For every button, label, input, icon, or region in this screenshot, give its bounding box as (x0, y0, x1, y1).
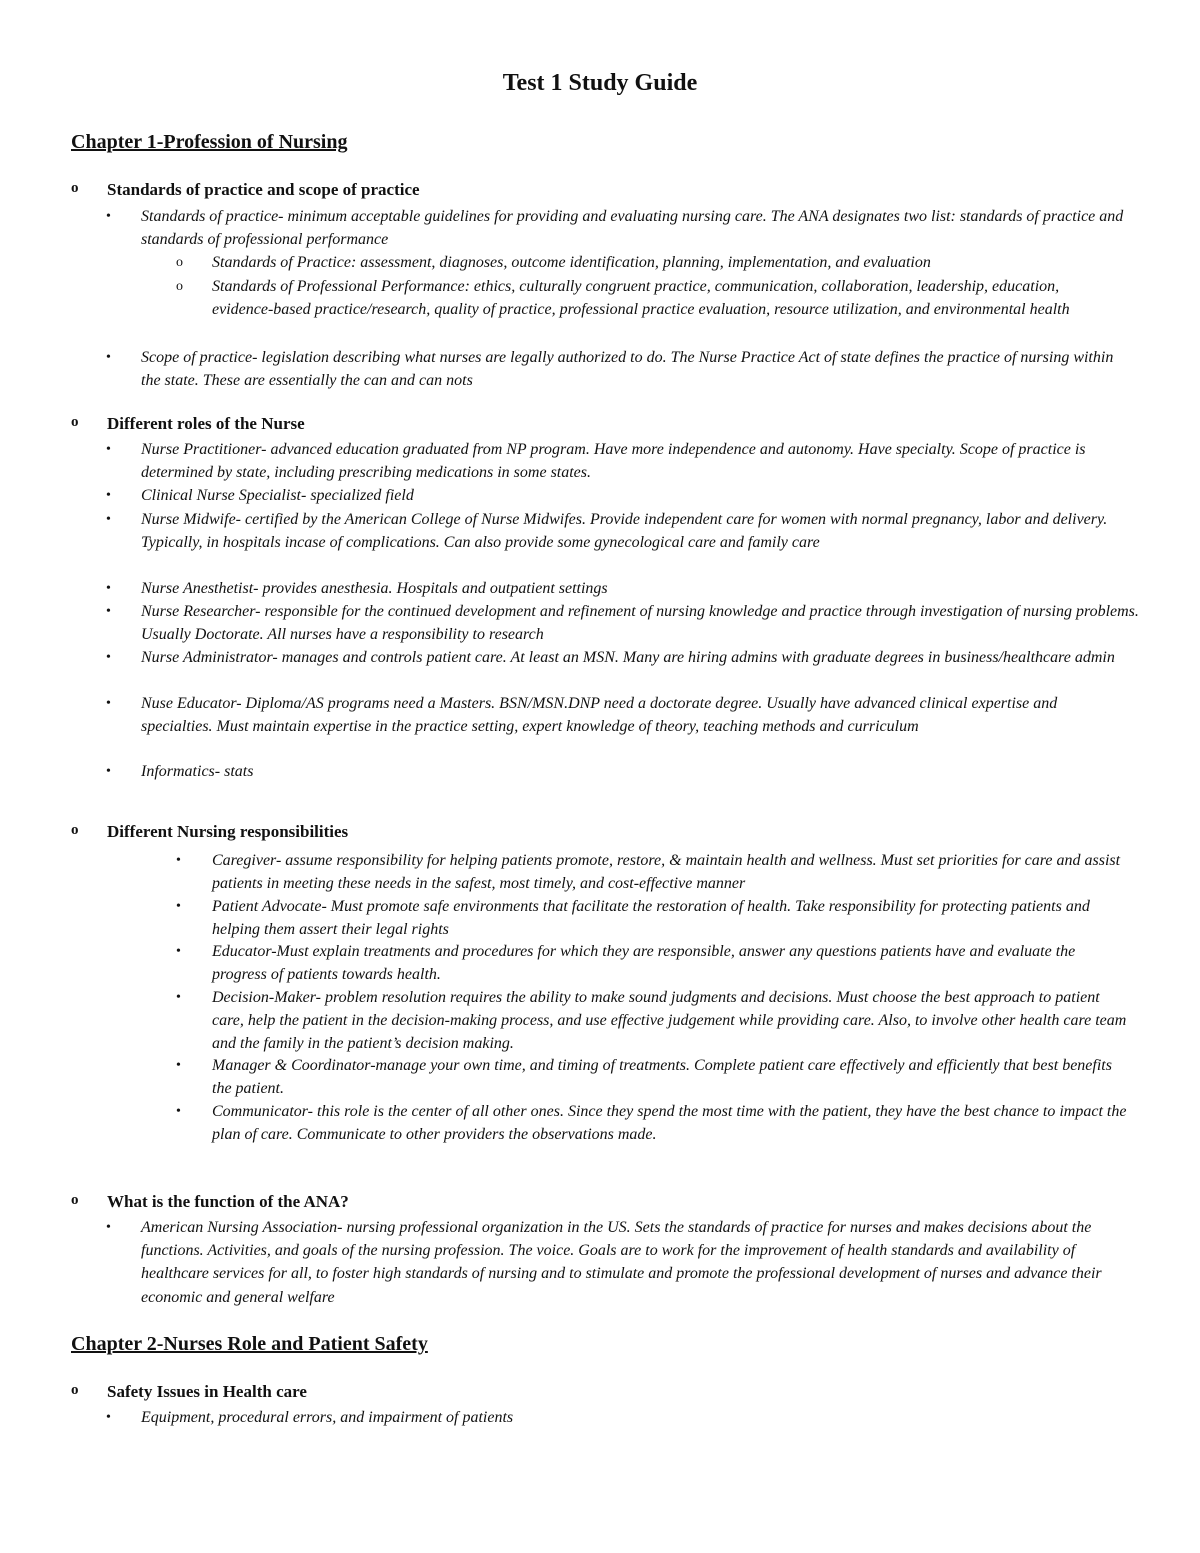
list-item: • Nurse Midwife- certified by the American College of Nurse Midwifes. Provide independent care for women with normal pregnancy, labor and delivery. Typically, in hospitals incase of complications. Can also provide some gynecological care and family care (141, 508, 1131, 554)
sub-marker: o (176, 255, 183, 270)
bullet-icon: • (106, 1410, 111, 1425)
list-item: • Educator-Must explain treatments and procedures for which they are responsible, answer any questions patients have and evaluate the progress of patients towards health. (212, 940, 1132, 986)
list-item: • American Nursing Association- nursing professional organization in the US. Sets the standards of practice for nurses and makes decisions about the functions. Activities, and goals of the nursing profession. The voice. Goals are to work for the improvement of health standards and availability of healthcare services for all, to foster high standards of nursing and to stimulate and promote the professional development of nurses and advance their economic and general welfare (141, 1216, 1131, 1309)
bullet-icon: • (106, 650, 111, 665)
bullet-icon: • (106, 512, 111, 527)
bullet-icon: • (106, 604, 111, 619)
chapter-1-heading: Chapter 1-Profession of Nursing (71, 131, 348, 153)
list-item: • Clinical Nurse Specialist- specialized field (141, 484, 1131, 507)
bullet-icon: • (176, 990, 181, 1005)
list-item: • Nurse Anesthetist- provides anesthesia. Hospitals and outpatient settings (141, 577, 1131, 600)
list-item: • Scope of practice- legislation describing what nurses are legally authorized to do. The Nurse Practice Act of state defines the practice of nursing within the state. These are essentially the can and can nots (141, 346, 1131, 392)
bullet-icon: • (176, 944, 181, 959)
list-item: o Standards of Practice: assessment, diagnoses, outcome identification, planning, implementation, and evaluation (212, 251, 1172, 274)
sub-marker: o (176, 279, 183, 294)
list-item: • Communicator- this role is the center of all other ones. Since they spend the most time with the patient, they have the best chance to impact the plan of care. Communicate to other providers the observations made. (212, 1100, 1132, 1146)
bullet-icon: • (106, 696, 111, 711)
bullet-icon: • (106, 1220, 111, 1235)
section-marker: o (71, 1382, 79, 1398)
bullet-icon: • (176, 853, 181, 868)
list-item: • Nurse Practitioner- advanced education graduated from NP program. Have more independence and autonomy. Have specialty. Scope of practice is determined by state, including prescribing medications in some states. (141, 438, 1131, 484)
list-item: • Patient Advocate- Must promote safe environments that facilitate the restoration of health. Take responsibility for protecting patients and helping them assert their legal rights (212, 895, 1132, 941)
bullet-icon: • (106, 209, 111, 224)
list-item: • Informatics- stats (141, 760, 1131, 783)
list-item: • Decision-Maker- problem resolution requires the ability to make sound judgments and decisions. Must choose the best approach to patient care, help the patient in the decision-making process, and use effective judgement while providing care. Also, to involve other health care team and the family in the patient’s decision making. (212, 986, 1132, 1056)
bullet-icon: • (106, 581, 111, 596)
section-marker: o (71, 1192, 79, 1208)
bullet-icon: • (176, 1104, 181, 1119)
list-item: • Equipment, procedural errors, and impairment of patients (141, 1406, 1131, 1429)
list-item: o Standards of Professional Performance: ethics, culturally congruent practice, communication, collaboration, leadership, education, evidence-based practice/research, quality of practice, professional practice evaluation, resource utilization, and environmental health (212, 275, 1112, 321)
list-item: • Nurse Administrator- manages and controls patient care. At least an MSN. Many are hiring admins with graduate degrees in business/healthcare admin (141, 646, 1141, 669)
list-item: • Standards of practice- minimum acceptable guidelines for providing and evaluating nursing care. The ANA designates two list: standards of practice and standards of professional performance (141, 205, 1141, 251)
list-item: • Nurse Researcher- responsible for the continued development and refinement of nursing knowledge and practice through investigation of nursing problems. Usually Doctorate. All nurses have a responsibility to research (141, 600, 1141, 646)
bullet-icon: • (106, 442, 111, 457)
section-marker: o (71, 822, 79, 838)
bullet-icon: • (106, 488, 111, 503)
list-item: • Manager & Coordinator-manage your own time, and timing of treatments. Complete patient care effectively and efficiently that best benefits the patient. (212, 1054, 1132, 1100)
bullet-icon: • (106, 350, 111, 365)
list-item: • Nuse Educator- Diploma/AS programs need a Masters. BSN/MSN.DNP need a doctorate degree. Usually have advanced clinical expertise and specialties. Must maintain expertise in the practice setting, expert knowledge of theory, teaching methods and curriculum (141, 692, 1131, 738)
document-title: Test 1 Study Guide (502, 70, 698, 96)
document-page: Test 1 Study Guide Chapter 1-Profession of Nursing o Standards of practice and scope of practice • Standards of practice- minimum acceptable guidelines for providing and evaluating nursing care. The ANA designates two list: standards of practice and standards of professional performance o Standards of Practice: assessment, diagnoses, outcome identification, planning, implementation, and evaluation o Standards of Professional Performance: ethics, culturally congruent practice, communication, collaboration, leadership, education, evidence-based practice/research, quality of practice, professional practice evaluation, resource utilization, and environmental health • Scope of practice- legislation describing what nurses are legally authorized to do. The Nurse Practice Act of state defines the practice of nursing within the state. These are essentially the can and can nots o Different roles of the Nurse • Nurse Practitioner- advanced education graduated from NP program. Have more independence and autonomy. Have specialty. Scope of practice is determined by state, including prescribing medications in some states. • Clinical Nurse Specialist- specialized field • Nurse Midwife- certified by the American College of Nurse Midwifes. Provide independent care for women with normal pregnancy, labor and delivery. Typically, in hospitals incase of complications. Can also provide some gynecological care and family care • Nurse Anesthetist- provides anesthesia. Hospitals and outpatient settings • Nurse Researcher- responsible for the continued development and refinement of nursing knowledge and practice through investigation of nursing problems. Usually Doctorate. All nurses have a responsibility to research • Nurse Administrator- manages and controls patient care. At least an MSN. Many are hiring admins with graduate degrees in business/healthcare admin • Nuse Educator- Diploma/AS programs need a Masters. BSN/MSN.DNP need a doctorate degree. Usually have advanced clinical expertise and specialties. Must maintain expertise in the practice setting, expert knowledge of theory, teaching methods and curriculum • Informatics- stats o Different Nursing responsibilities • Caregiver- assume responsibility for helping patients promote, restore, & maintain health and wellness. Must set priorities for care and assist patients in meeting these needs in the safest, most timely, and cost-effective manner • Patient Advocate- Must promote safe environments that facilitate the restoration of health. Take responsibility for protecting patients and helping them assert their legal rights • Educator-Must explain treatments and procedures for which they are responsible, answer any questions patients have and evaluate the progress of patients towards health. • Decision-Maker- problem resolution requires the ability to make sound judgments and decisions. Must choose the best approach to patient care, help the patient in the decision-making process, and use effective judgement while providing care. Also, to involve other health care team and the family in the patient’s decision making. • Manager & Coordinator-manage your own time, and timing of treatments. Complete patient care effectively and efficiently that best benefits the patient. • Communicator- this role is the center of all other ones. Since they spend the most time with the patient, they have the best chance to impact the plan of care. Communicate to other providers the observations made. o What is the function of the ANA? • American Nursing Association- nursing professional organization in the US. Sets the standards of practice for nurses and makes decisions about the functions. Activities, and goals of the nursing profession. The voice. Goals are to work for the improvement of health standards and availability of healthcare services for all, to foster high standards of nursing and to stimulate and promote the professional development of nurses and advance their economic and general welfare Chapter 2-Nurses Role and Patient Safety o Safety Issues in Health care • Equipment, procedural errors, and impairment of patients (0, 0, 1200, 1553)
list-item: • Caregiver- assume responsibility for helping patients promote, restore, & maintain health and wellness. Must set priorities for care and assist patients in meeting these needs in the safest, most timely, and cost-effective manner (212, 849, 1132, 895)
chapter-2-heading: Chapter 2-Nurses Role and Patient Safety (71, 1333, 428, 1355)
section-marker: o (71, 414, 79, 430)
bullet-icon: • (176, 899, 181, 914)
section-marker: o (71, 180, 79, 196)
bullet-icon: • (106, 764, 111, 779)
bullet-icon: • (176, 1058, 181, 1073)
